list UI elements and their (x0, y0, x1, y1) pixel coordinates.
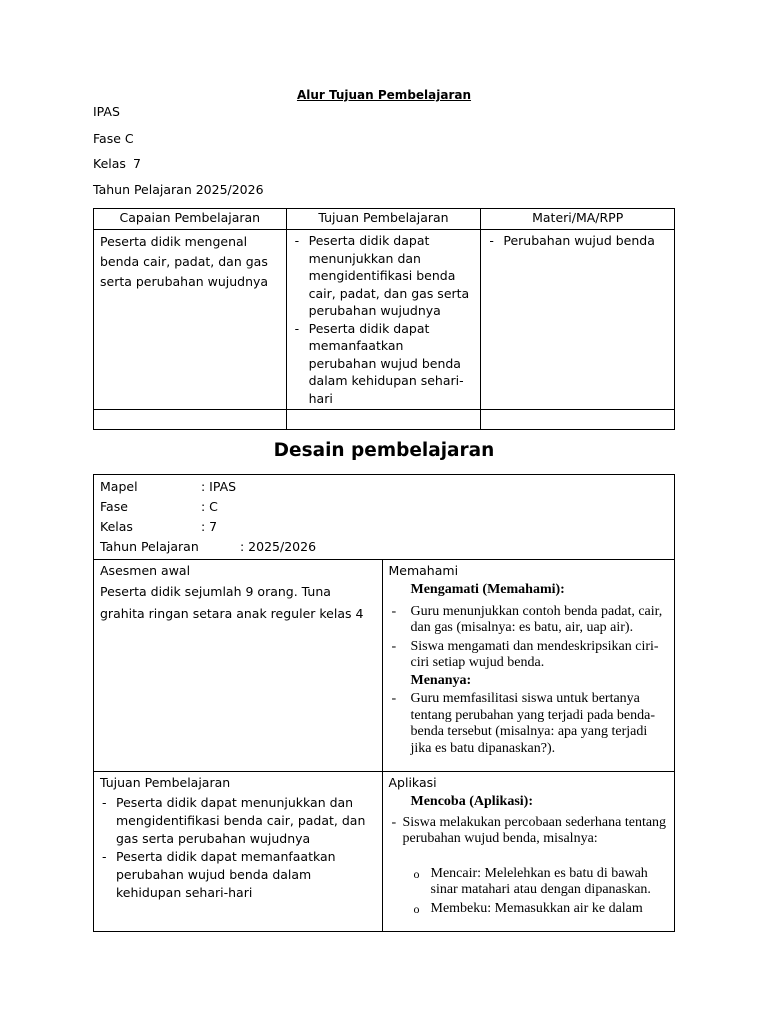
list-item: - Siswa mengamati dan mendeskripsikan ciri-ciri setiap wujud benda. (389, 639, 669, 672)
design-header-row (94, 475, 675, 560)
meta-subject: IPAS (93, 104, 120, 119)
atp-materi-list (487, 232, 668, 250)
design-row-2 (94, 772, 675, 932)
list-item: - Peserta didik dapat memanfaatkan perubahan wujud benda dalam kehidupan sehari-hari (293, 320, 475, 408)
atp-empty-cell (94, 410, 287, 430)
design-row-1 (94, 560, 675, 772)
tujuan-label: Tujuan Pembelajaran (100, 775, 231, 790)
tahun-value: : 2025/2026 (240, 539, 317, 554)
atp-tujuan-list (293, 232, 475, 407)
kelas-label: Kelas (100, 519, 133, 534)
list-item: - Guru menunjukkan contoh benda padat, cair, dan gas (misalnya: es batu, air, uap air). (389, 604, 669, 637)
design-header-cell (94, 475, 675, 560)
design-mapel (100, 477, 668, 497)
document-title: Alur Tujuan Pembelajaran (296, 88, 472, 102)
meta-class-value: 7 (133, 156, 141, 171)
memahami-label: Memahami (388, 563, 459, 578)
atp-header-tujuan: Tujuan Pembelajaran (286, 209, 481, 230)
tujuan-list (100, 794, 376, 902)
memahami-content (389, 582, 669, 757)
design-tahun (100, 537, 668, 557)
list-item: - Peserta didik dapat menunjukkan dan mengidentifikasi benda cair, padat, dan gas serta perubahan wujudnya (100, 794, 376, 848)
aplikasi-cell (382, 772, 675, 932)
kelas-value: : 7 (201, 519, 218, 534)
atp-header-materi: Materi/MA/RPP (481, 209, 675, 230)
meta-class (93, 156, 141, 172)
menanya-heading: Menanya: (410, 672, 472, 688)
list-item: - Peserta didik dapat memanfaatkan perubahan wujud benda dalam kehidupan sehari-hari (100, 848, 376, 902)
mencoba-intro-list (389, 815, 669, 848)
atp-header-capaian: Capaian Pembelajaran (94, 209, 287, 230)
atp-empty-cell (286, 410, 481, 430)
design-title: Desain pembelajaran (273, 440, 495, 461)
menanya-list (389, 691, 669, 757)
aplikasi-content (389, 794, 669, 917)
fase-label: Fase (100, 499, 128, 514)
asesmen-text: Peserta didik sejumlah 9 orang. Tuna grahita ringan setara anak reguler kelas 4 (100, 584, 364, 621)
tahun-label: Tahun Pelajaran (100, 539, 199, 554)
atp-materi-cell (481, 230, 675, 410)
mencoba-heading: Mencoba (Aplikasi): (410, 794, 533, 809)
memahami-cell (382, 560, 675, 772)
list-item: o Mencair: Melelehkan es batu di bawah sinar matahari atau dengan dipanaskan. (413, 866, 669, 899)
asesmen-cell (94, 560, 383, 772)
atp-content-row (94, 230, 675, 410)
mengamati-heading: Mengamati (Memahami): (410, 582, 565, 597)
fase-value: : C (201, 499, 218, 514)
design-table (93, 474, 675, 932)
atp-tujuan-cell (286, 230, 481, 410)
design-kelas (100, 517, 668, 537)
atp-capaian-cell: Peserta didik mengenal benda cair, padat, dan gas serta perubahan wujudnya (94, 230, 287, 410)
design-fase (100, 497, 668, 517)
mencoba-sublist (413, 866, 669, 918)
list-item: - Perubahan wujud benda (487, 232, 668, 250)
meta-school-year: Tahun Pelajaran 2025/2026 (93, 182, 264, 197)
asesmen-label: Asesmen awal (100, 563, 191, 578)
atp-empty-row (94, 410, 675, 430)
atp-empty-cell (481, 410, 675, 430)
mengamati-list (389, 604, 669, 672)
list-item: o Membeku: Memasukkan air ke dalam (413, 901, 669, 918)
list-item: - Peserta didik dapat menunjukkan dan mengidentifikasi benda cair, padat, dan gas serta perubahan wujudnya (293, 232, 475, 320)
list-item: - Guru memfasilitasi siswa untuk bertanya tentang perubahan yang terjadi pada benda-benda tersebut (misalnya: apa yang terjadi jika es batu dipanaskan?). (389, 691, 669, 757)
atp-table (93, 208, 675, 430)
aplikasi-label: Aplikasi (388, 775, 437, 790)
mapel-value: : IPAS (201, 479, 237, 494)
atp-header-row (94, 209, 675, 230)
mapel-label: Mapel (100, 479, 138, 494)
tujuan-cell (94, 772, 383, 932)
list-item: - Siswa melakukan percobaan sederhana tentang perubahan wujud benda, misalnya: (389, 815, 669, 848)
meta-phase: Fase C (93, 131, 134, 146)
meta-class-label: Kelas (93, 156, 126, 171)
